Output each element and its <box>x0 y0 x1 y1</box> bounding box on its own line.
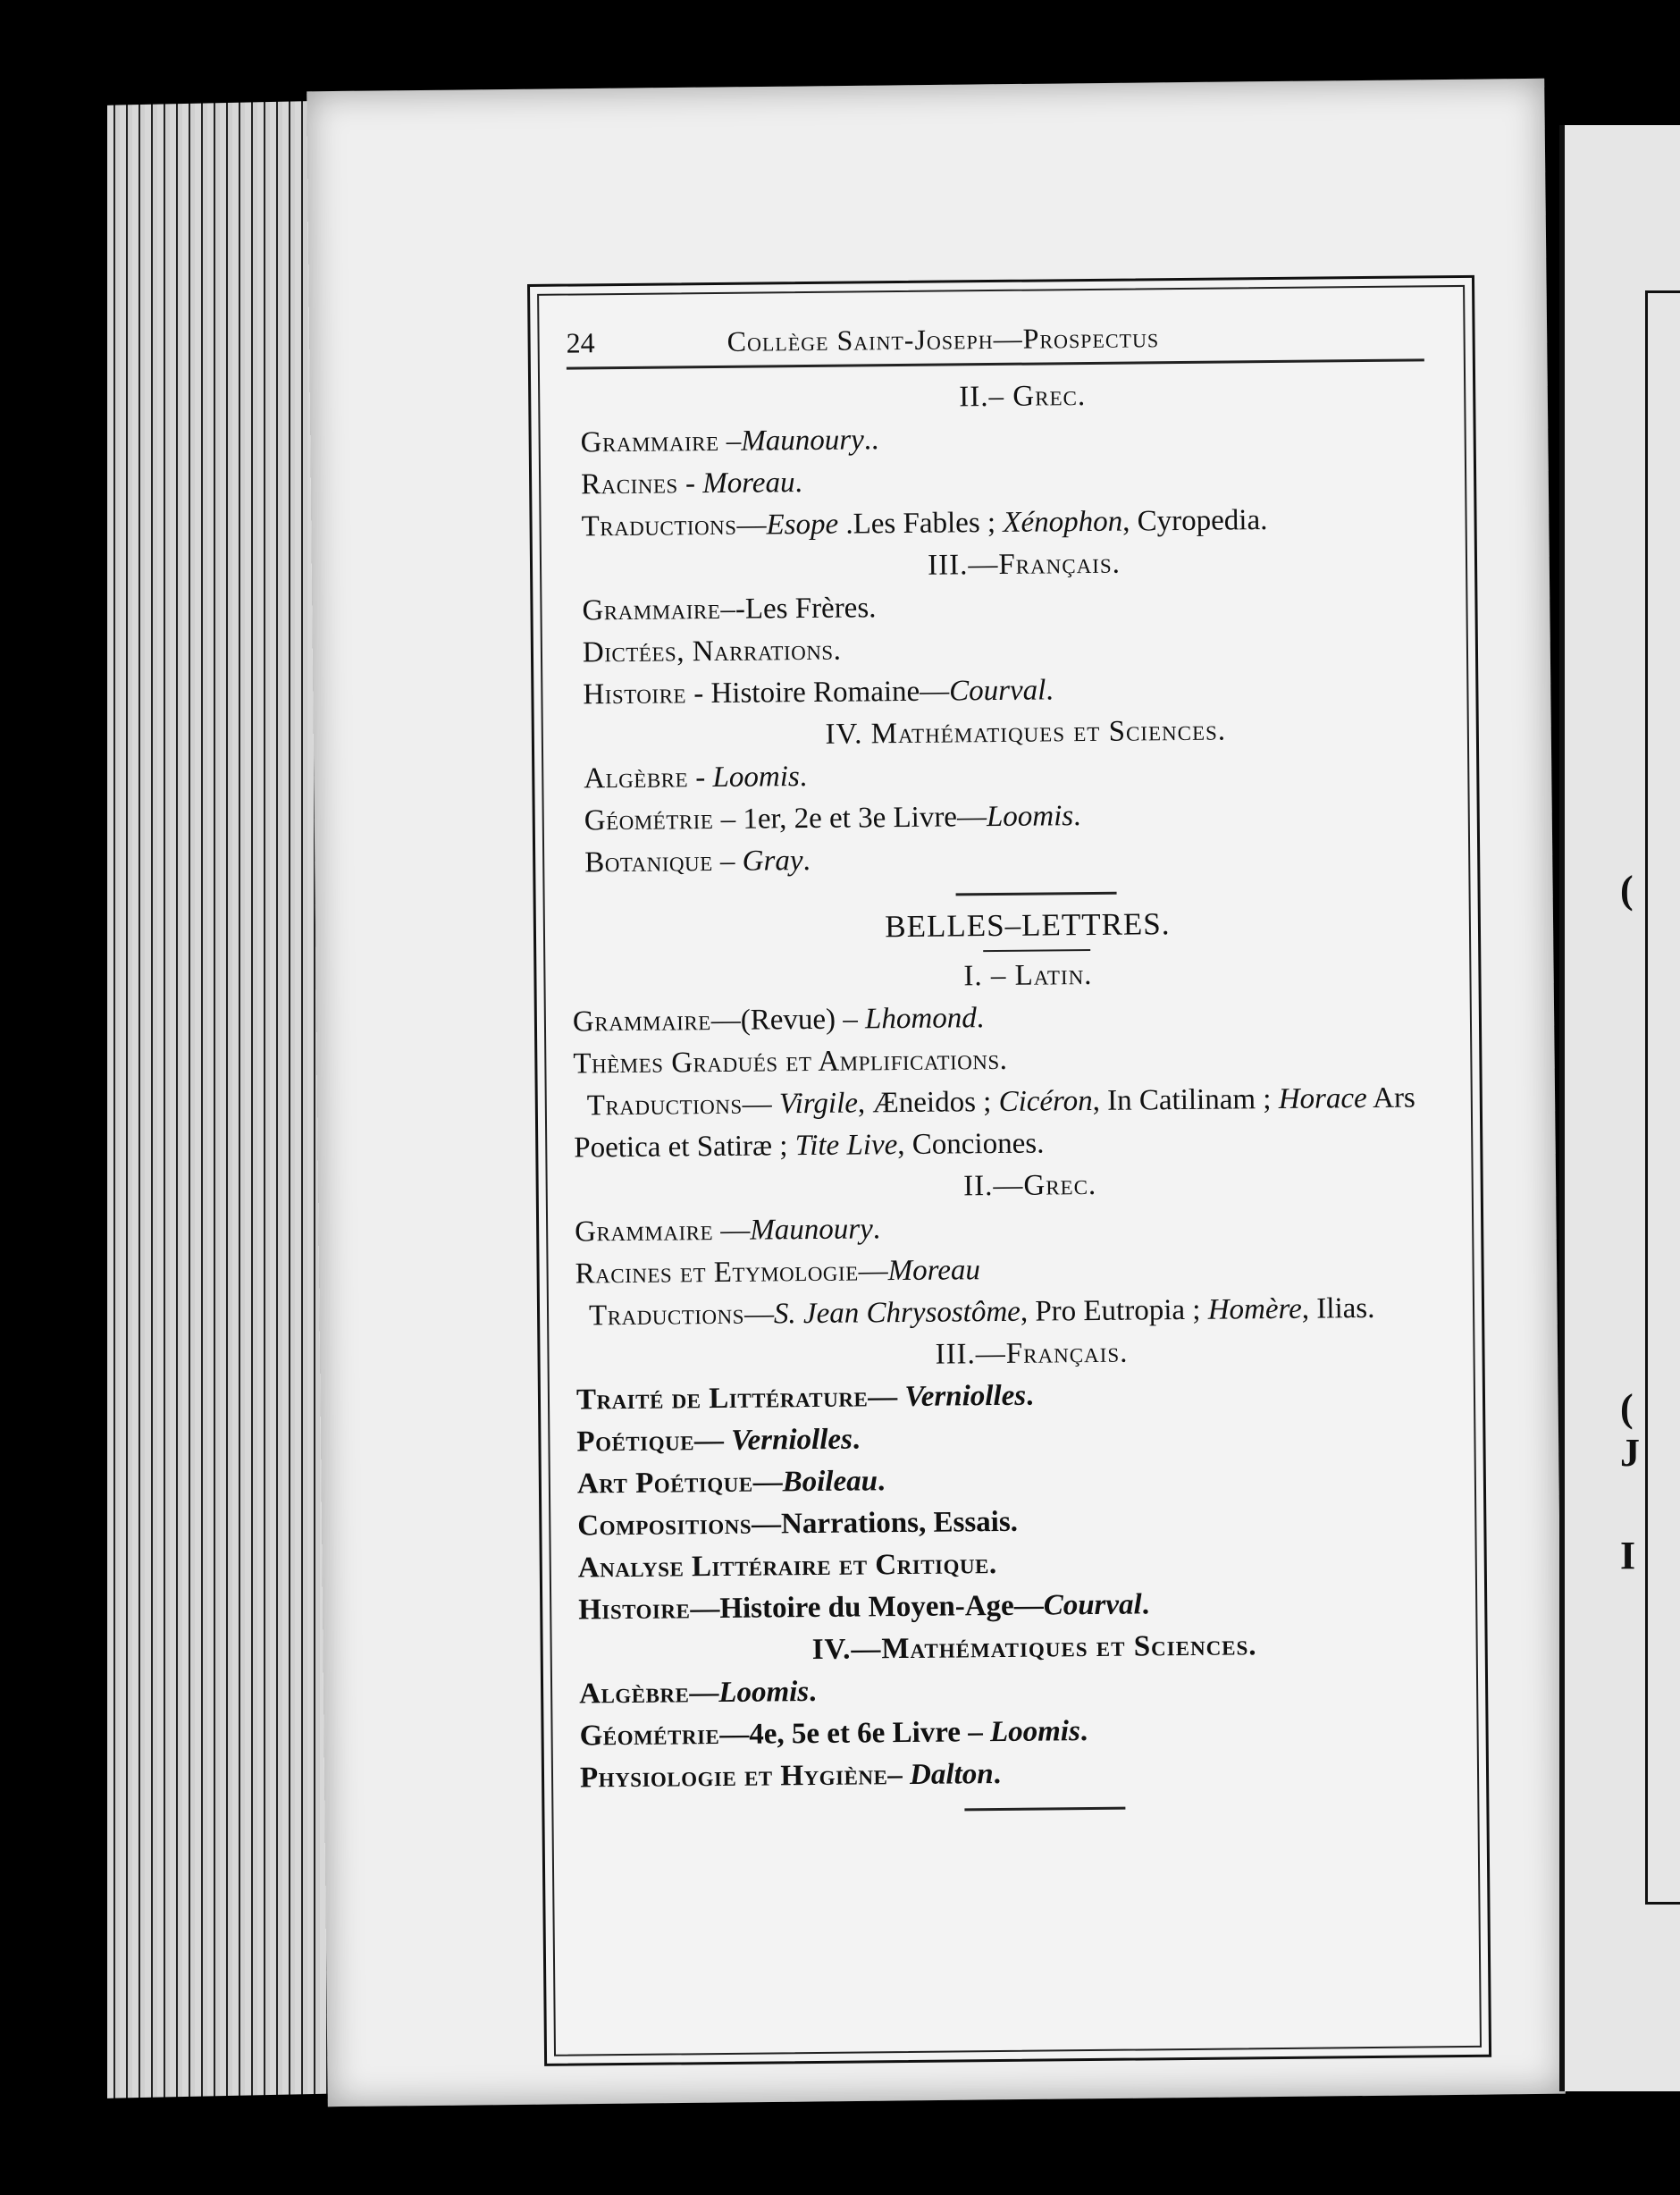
course-text: Histoire du Moyen-Age— <box>719 1589 1044 1625</box>
course-text: , Cyropedia. <box>1122 504 1268 538</box>
course-text: Histoire Romaine— <box>710 675 950 711</box>
subject-label: Thèmes Gradués et Amplifications. <box>573 1043 1008 1081</box>
separator: –- <box>720 593 746 626</box>
subject-label: Traité de Littérature <box>575 1381 869 1417</box>
separator: — <box>710 1004 741 1038</box>
author-name: Horace <box>1278 1082 1367 1115</box>
author-name: Verniolles <box>731 1423 853 1457</box>
course-line <box>574 1077 1432 1169</box>
course-text: (Revue) – <box>740 1003 866 1037</box>
subject-label: Dictées, Narrations. <box>582 634 842 669</box>
separator: - <box>685 677 711 711</box>
running-header <box>566 314 1424 369</box>
line-end: .. <box>863 424 879 457</box>
separator: — <box>736 509 767 542</box>
facing-page <box>1559 125 1680 2091</box>
course-text: 1er, 2e et 3e Livre— <box>743 801 987 836</box>
line-end: . <box>1073 800 1081 833</box>
separator: — <box>689 1677 719 1710</box>
subject-label: Traductions <box>588 1298 745 1333</box>
author-name: Moreau <box>702 467 795 500</box>
course-text: , Conciones. <box>897 1127 1045 1162</box>
subject-label: Grammaire <box>580 425 719 459</box>
course-text: Les Frères. <box>744 592 877 626</box>
subject-label: Analyse Littéraire et Critique. <box>577 1548 997 1585</box>
line-end: . <box>852 1423 861 1456</box>
section-heading-grec: II.—Grec. <box>963 1168 1097 1203</box>
page-number: 24 <box>566 326 595 359</box>
author-name: Loomis <box>712 761 800 795</box>
scan-bottom-border <box>0 2136 1680 2195</box>
separator: — <box>743 1298 775 1331</box>
facing-page-fragment: ( <box>1620 1386 1634 1430</box>
facing-page-fragment: ( <box>1620 868 1634 912</box>
separator: — <box>712 1214 751 1248</box>
author-name: Maunoury <box>750 1213 873 1247</box>
subject-label: Histoire <box>583 677 687 711</box>
belles-lettres-content <box>572 951 1438 1814</box>
section-heading-grec: II.– Grec. <box>959 380 1087 414</box>
author-name: Homère <box>1207 1292 1302 1326</box>
subject-label: Algèbre <box>578 1677 690 1711</box>
subject-label: Art Poétique <box>576 1466 753 1501</box>
line-end: . <box>794 467 802 500</box>
subject-label: Traductions <box>586 1088 743 1123</box>
subject-label: Compositions <box>577 1508 752 1543</box>
end-divider <box>964 1807 1125 1812</box>
subject-label: Physiologie et Hygiène <box>579 1759 888 1795</box>
course-text: , Pro Eutropia ; <box>1020 1293 1208 1328</box>
author-name: Courval <box>1043 1588 1142 1622</box>
author-name: Loomis <box>718 1676 810 1710</box>
author-name: Loomis <box>989 1715 1081 1749</box>
author-name: Tite Live <box>794 1129 898 1163</box>
author-name: S. Jean Chrysostôme <box>773 1295 1021 1331</box>
separator: — <box>751 1508 782 1541</box>
line-end: . <box>809 1675 817 1709</box>
section-heading-francais: III.—Français. <box>927 547 1121 582</box>
subject-label: Grammaire <box>572 1005 711 1039</box>
section-heading-math: IV.—Mathématiques et Sciences. <box>811 1629 1257 1667</box>
section-heading-francais: III.—Français. <box>935 1336 1129 1371</box>
author-name: Cicéron <box>998 1084 1093 1118</box>
separator: — <box>858 1255 888 1288</box>
course-text: , Æneidos ; <box>857 1085 999 1120</box>
course-line <box>575 1287 1433 1337</box>
line-end: . <box>872 1213 881 1246</box>
subject-label: Géométrie <box>579 1719 720 1753</box>
separator: — <box>690 1593 720 1626</box>
author-name: Boileau <box>782 1465 878 1499</box>
line-end: . <box>993 1757 1002 1791</box>
course-text: , Ilias. <box>1301 1291 1375 1325</box>
section-divider <box>956 892 1117 896</box>
course-text: Ars Poetica et Satiræ ; <box>574 1081 1415 1165</box>
line-end: . <box>976 1002 985 1035</box>
subject-label: Algèbre <box>584 761 689 795</box>
line-end: . <box>1046 674 1054 707</box>
subject-label: Géométrie <box>584 803 714 837</box>
author-name: Dalton <box>909 1758 994 1791</box>
separator: - <box>687 761 713 795</box>
line-end: . <box>802 844 811 878</box>
author-name: Verniolles <box>904 1379 1027 1414</box>
facing-page-fragment: J <box>1620 1431 1640 1475</box>
separator: – <box>718 425 742 458</box>
course-text: 4e, 5e et 6e Livre – <box>749 1716 991 1751</box>
facing-page-frame <box>1645 290 1680 1905</box>
separator: - <box>677 467 703 500</box>
author-name: Xénophon <box>1003 505 1123 539</box>
subject-label: Botanique <box>584 845 713 879</box>
course-text: .Les Fables ; <box>837 506 1004 541</box>
page-content <box>566 314 1438 1823</box>
subject-label: Traductions <box>581 509 737 543</box>
line-end: . <box>799 761 808 794</box>
separator: – <box>887 1758 911 1792</box>
course-text: , In Catilinam ; <box>1092 1082 1279 1117</box>
section-heading-math: IV. Mathématiques et Sciences. <box>825 714 1227 751</box>
line-end: . <box>1141 1588 1150 1621</box>
author-name: Lhomond <box>864 1002 977 1036</box>
separator: — <box>742 1088 780 1121</box>
author-name: Courval <box>949 674 1046 708</box>
subject-label: Racines <box>580 467 678 501</box>
author-name: Maunoury <box>741 424 864 458</box>
subject-label: Poétique <box>576 1425 695 1459</box>
author-name: Moreau <box>887 1254 981 1288</box>
separator: — <box>693 1424 732 1458</box>
author-name: Virgile <box>778 1087 859 1121</box>
subject-label: Histoire <box>578 1593 691 1627</box>
subject-label: Grammaire <box>582 593 721 627</box>
author-name: Loomis <box>986 800 1074 834</box>
section-heading-latin: I. – Latin. <box>963 958 1093 993</box>
separator: – <box>713 803 743 837</box>
subject-label: Grammaire <box>575 1215 714 1249</box>
subject-label: Racines et Etymologie <box>575 1255 859 1291</box>
author-name: Gray <box>742 845 803 878</box>
running-title: Collège Saint-Joseph—Prospectus <box>727 321 1160 357</box>
course-line <box>571 834 1429 884</box>
facing-page-fragment: I <box>1620 1534 1636 1577</box>
course-text: Narrations, Essais. <box>780 1505 1019 1541</box>
line-end: . <box>1079 1715 1088 1748</box>
separator: — <box>719 1718 750 1752</box>
author-name: Esope <box>766 508 839 542</box>
line-end: . <box>1025 1379 1034 1412</box>
course-line <box>580 1749 1438 1799</box>
separator: — <box>752 1466 783 1499</box>
line-end: . <box>877 1465 886 1498</box>
page-frame <box>527 275 1491 2066</box>
title-underline <box>983 949 1090 952</box>
belles-lettres-title: BELLES–LETTRES. <box>885 906 1171 945</box>
separator: — <box>868 1381 905 1414</box>
separator: – <box>712 845 743 879</box>
